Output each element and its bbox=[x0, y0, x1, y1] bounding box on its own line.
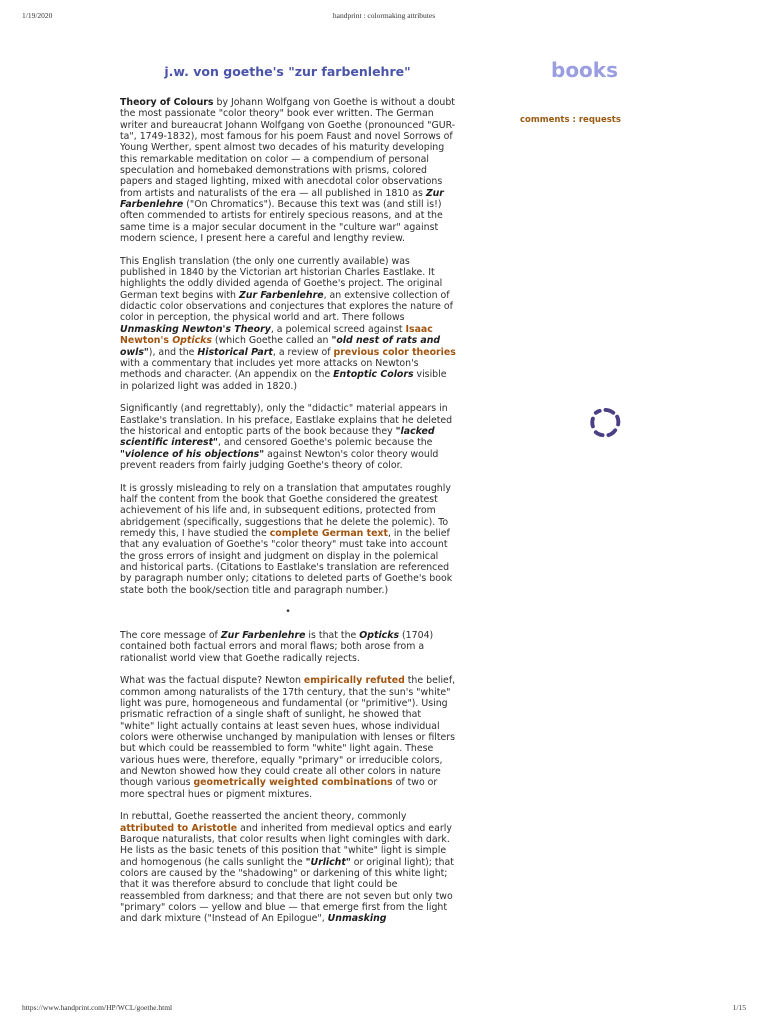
geometrically-weighted-combinations-link[interactable]: geometrically weighted combinations bbox=[193, 777, 393, 789]
paragraph-eastlake: Significantly (and regrettably), only the "didactic" material appears in Eastlake's translation. In his preface, Eastlake explains that he deleted the historical and entoptic parts of the book because they "lacked scientific interest", and censored Goethe's polemic because the "violence of his objections" against Newton's color theory would prevent readers from fairly judging Goethe's theory of color. bbox=[120, 403, 453, 471]
paragraph-translation: This English translation (the only one currently available) was published in 1840 by the Victorian art historian Charles Eastlake. It highlights the oddly divided agenda of Goethe's project. The original German text begins with Zur Farbenlehre, an extensive collection of didactic color observations and conjectures that explores the nature of color in perception, the physical world and art. There follows Unmasking Newton's Theory, a polemical screed against Isaac Newton's Opticks (which Goethe called an "old nest of rats and owls"), and the Historical Part, a review of previous color theories with a commentary that includes yet more attacks on Newton's methods and character. (An appendix on the Entoptic Colors visible in polarized light was added in 1820.) bbox=[120, 255, 456, 392]
requests-link[interactable]: requests bbox=[578, 115, 621, 125]
section-divider: • bbox=[285, 607, 291, 618]
previous-color-theories-link[interactable]: previous color theories bbox=[333, 346, 456, 358]
section-title[interactable]: books bbox=[551, 58, 619, 82]
paragraph-factual-dispute: What was the factual dispute? Newton empirically refuted the belief, common among naturalists of the 17th century, that the sun's "white" light was pure, homogeneous and fundamental (or "primitive"). Using prismatic refraction of a single shaft of sunlight, he showed that "white" light actually contains at least seven hues, whose individual colors were otherwise unchanged by manipulation with lenses or filters but which could be reassembled to form "white" light again. These various hues were, therefore, equally "primary" or irreducible colors, and Newton showed how they could create all other colors in nature though various geometrically weighted combinations of two or more spectral hues or pigment mixtures. bbox=[120, 675, 456, 800]
print-date: 1/19/2020 bbox=[22, 11, 53, 20]
link-separator: : bbox=[569, 115, 579, 125]
paragraph-intro: Theory of Colours by Johann Wolfgang von Goethe is without a doubt the most passionate "color theory" book ever written. The German writer and bureaucrat Johann Wolfgang von Goethe (pronounced "GUR-ta", 1749-1832), most famous for his poem Faust and novel Sorrows of Young Werther, spent almost two decades of his maturity developing this remarkable meditation on color — a compendium of personal speculation and homebaked demonstrations with prisms, colored papers and staged lighting, mixed with anecdotal color observations from artists and naturalists of the era — all published in 1810 as Zur Farbenlehre ("On Chromatics"). Because this text was (and still is!) often commended to artists for entirely specious reasons, and at the same time is a major secular document in the "culture war" against modern science, I present here a careful and lengthy review. bbox=[120, 97, 456, 245]
book-title: Theory of Colours bbox=[120, 97, 214, 108]
article-body bbox=[120, 97, 456, 936]
loading-spinner-icon bbox=[589, 406, 622, 439]
print-page-number: 1/15 bbox=[732, 1003, 746, 1012]
empirically-refuted-link[interactable]: empirically refuted bbox=[303, 675, 405, 687]
paragraph-core-message: The core message of Zur Farbenlehre is that the Opticks (1704) contained both factual errors and moral flaws; both arose from a rationalist world view that Goethe radically rejects. bbox=[120, 629, 434, 664]
newton-opticks-link[interactable]: Isaac Newton's Opticks bbox=[120, 323, 433, 347]
attributed-to-aristotle-link[interactable]: attributed to Aristotle bbox=[120, 822, 238, 834]
print-page-title: handprint : colormaking attributes bbox=[332, 11, 436, 20]
paragraph-rebuttal: In rebuttal, Goethe reasserted the ancient theory, commonly attributed to Aristotle and inherited from medieval optics and early Baroque naturalists, that color results when light comingles with dark. He lists as the basic tenets of this position that "white" light is simple and homogenous (he calls sunlight the "Urlicht" or original light); that colors are caused by the "shadowing" or darkening of this white light; that it was therefore absurd to conclude that light could be reassembled from darkness; and that there are not seven but only two "primary" colors — yellow and blue — that emerge first from the light and dark mixture ("Instead of An Epilogue", Unmasking bbox=[120, 811, 454, 925]
page-title: j.w. von goethe's "zur farbenlehre" bbox=[164, 64, 411, 79]
print-url: https://www.handprint.com/HP/WCL/goethe.html bbox=[22, 1003, 173, 1012]
side-links bbox=[520, 115, 621, 125]
comments-link[interactable]: comments bbox=[520, 115, 570, 125]
complete-german-text-link[interactable]: complete German text bbox=[269, 527, 388, 539]
paragraph-misleading: It is grossly misleading to rely on a translation that amputates roughly half the content from the book that Goethe considered the greatest achievement of his life and, in subsequent editions, protected from abridgement (specifically, suggestions that he delete the polemic). To remedy this, I have studied the complete German text, in the belief that any evaluation of Goethe's "color theory" must take into account the gross errors of insight and judgment on display in the polemical and historical parts. (Citations to Eastlake's translation are referenced by paragraph number only; citations to deleted parts of Goethe's book state both the book/section title and paragraph number.) bbox=[120, 482, 453, 596]
